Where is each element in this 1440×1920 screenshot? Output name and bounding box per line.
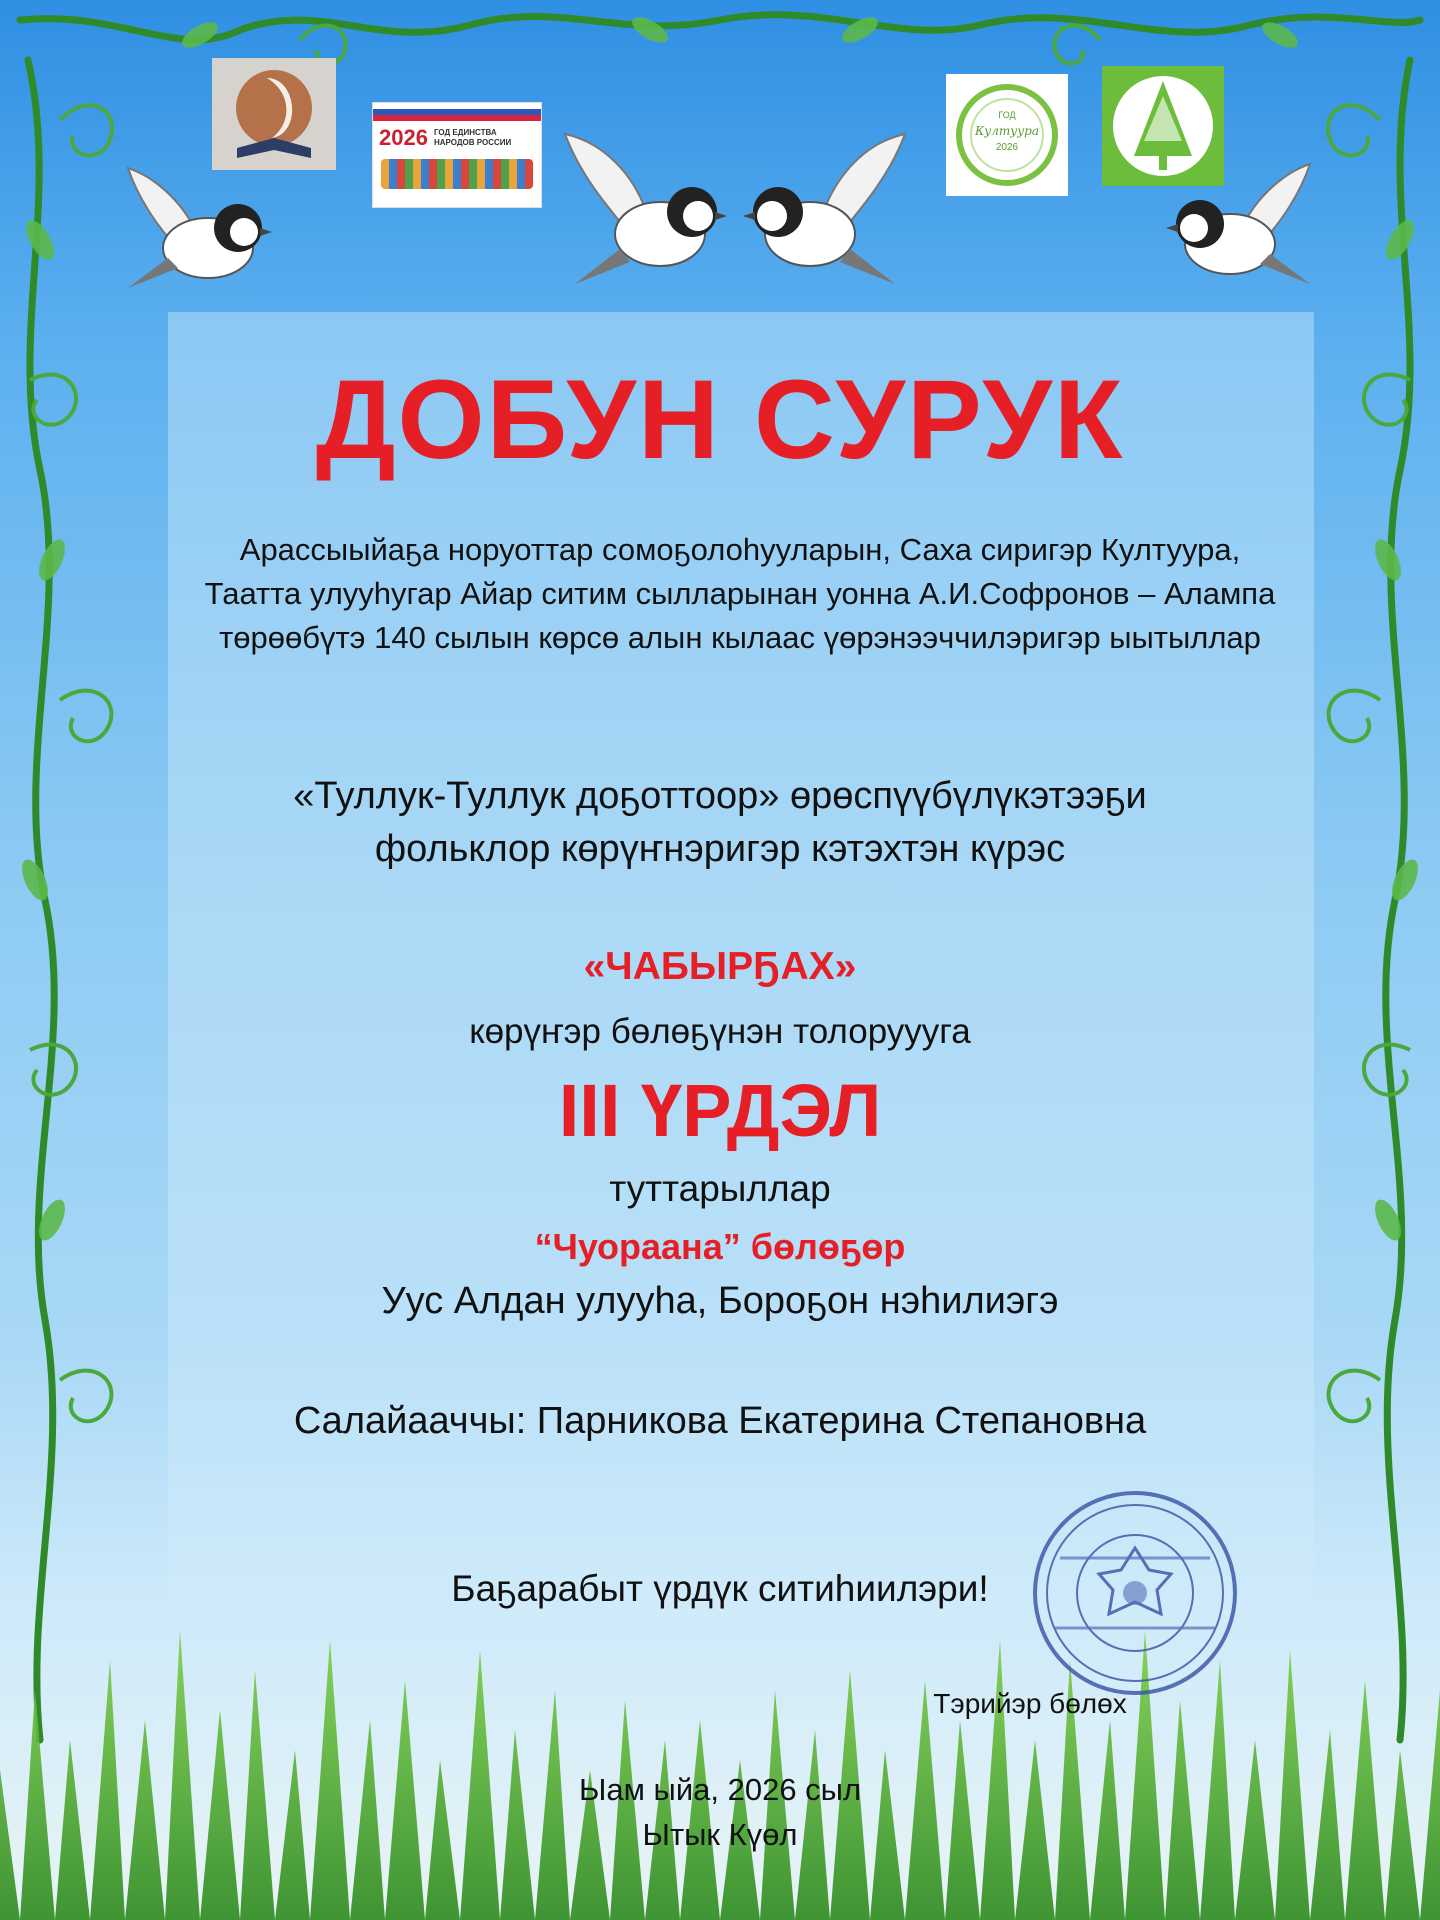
location-text: Уус Алдан улууһа, Бороҕон нэһилиэгэ <box>381 1280 1059 1322</box>
group-name: “Чуораана” бөлөҕөр <box>534 1226 906 1267</box>
leader-text: Салайааччы: Парникова Екатерина Степановна <box>293 1400 1147 1442</box>
bird-icon <box>118 148 278 298</box>
bird-icon <box>740 124 910 294</box>
awarded-text: туттарыллар <box>609 1168 831 1209</box>
contest-line-2: фольклор көрүҥнэригэр кэтэхтэн күрэс <box>374 828 1066 870</box>
wishes-text: Баҕарабыт үрдүк ситиһиилэри! <box>451 1568 989 1609</box>
award-place: III ҮРДЭЛ <box>558 1069 882 1152</box>
year-of-unity-logo <box>372 102 542 208</box>
kultura-year-text: 2026 <box>995 142 1019 153</box>
contest-line-1: «Туллук-Туллук доҕоттоор» өрөспүүбүлүкэтээҕи <box>293 775 1147 817</box>
kultura-script-text: Култуура <box>974 124 1040 138</box>
issue-date: Ыам ыйа, 2026 сыл <box>578 1772 862 1807</box>
contest-name <box>140 770 1300 876</box>
year-badge-number: 2026 <box>379 125 428 150</box>
bird-icon <box>1160 144 1320 294</box>
certificate-title: ДОБУН СУРУК <box>315 357 1125 482</box>
organizers-signature: Тэрийэр бөлөх <box>933 1688 1127 1719</box>
kultura-logo <box>946 74 1068 196</box>
issue-city: Ытык Күөл <box>642 1817 798 1852</box>
intro-text: Арассыыйаҕа норуоттар сомоҕолоһууларын, Саха сиригэр Култуура, Таатта улууһугар Айар ситим сылларынан уонна А.И.Софронов – Алампа төрөөбүтэ 140 сылын көрсө алын кылаас үөрэнээччилэригэр ыытыллар <box>204 532 1276 655</box>
official-stamp <box>1030 1488 1240 1698</box>
bird-icon <box>560 124 730 294</box>
kultura-top-text: ГОД <box>998 110 1016 120</box>
nomination-title: «ЧАБЫРҔАХ» <box>583 945 857 988</box>
nomination-subtitle: көрүҥэр бөлөҕүнэн толоруууга <box>469 1012 971 1051</box>
year-badge-text: ГОД ЕДИНСТВА НАРОДОВ РОССИИ <box>433 128 512 147</box>
